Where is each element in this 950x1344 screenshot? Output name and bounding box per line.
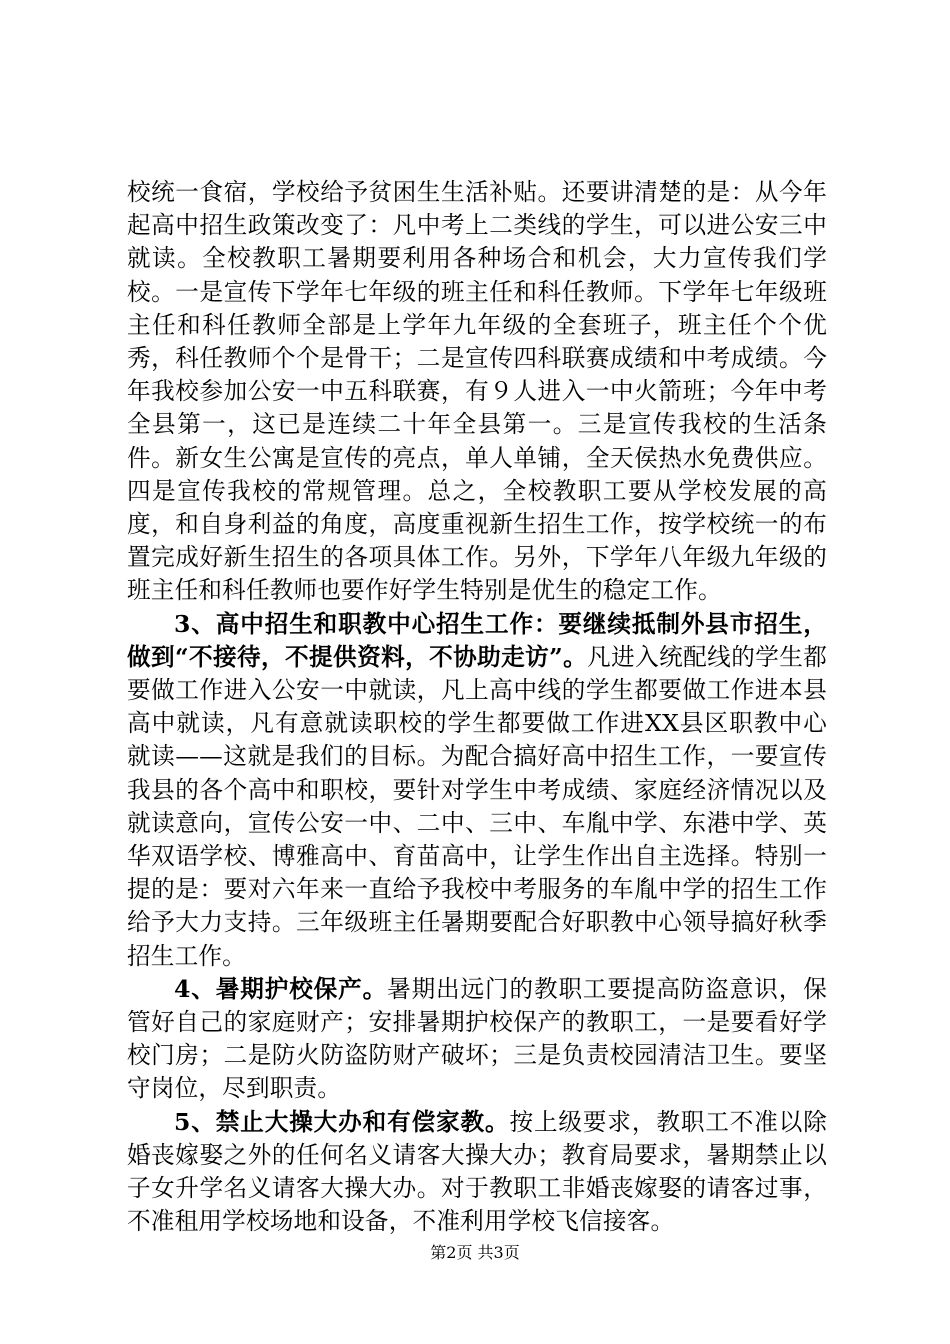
page-footer [0, 1243, 950, 1263]
paragraph-1 [127, 176, 827, 608]
paragraph-4 [127, 1106, 827, 1239]
paragraph-3-text: 暑期出远门的教职工要提高防盗意识，保管好自己的家庭财产；安排暑期护校保产的教职工，一是要看好学校门房；二是防火防盗防财产破坏；三是负责校园清洁卫生。要坚守岗位，尽到职责。 [127, 974, 827, 1103]
paragraph-1-text: 校统一食宿，学校给予贫困生生活补贴。还要讲清楚的是：从今年起高中招生政策改变了：凡中考上二类线的学生，可以进公安三中就读。全校教职工暑期要利用各种场合和机会，大力宣传我们学校。一是宣传下学年七年级的班主任和科任教师。下学年七年级班主任和科任教师全部是上学年九年级的全套班子，班主任个个优秀，科任教师个个是骨干；二是宣传四科联赛成绩和中考成绩。今年我校参加公安一中五科联赛，有９人进入一中火箭班；今年中考全县第一，这已是连续二十年全县第一。三是宣传我校的生活条件。新女生公寓是宣传的亮点，单人单铺，全天侯热水免费供应。四是宣传我校的常规管理。总之，全校教职工要从学校发展的高度，和自身利益的角度，高度重视新生招生工作，按学校统一的布置完成好新生招生的各项具体工作。另外，下学年八年级九年级的班主任和科任教师也要作好学生特别是优生的稳定工作。 [127, 178, 827, 605]
paragraph-3 [127, 973, 827, 1106]
page-number-label: 第2页 共3页 [430, 1243, 520, 1262]
paragraph-4-heading: 5、禁止大操大办和有偿家教。 [174, 1107, 510, 1136]
paragraph-4-text: 按上级要求，教职工不准以除婚丧嫁娶之外的任何名义请客大操大办；教育局要求，暑期禁止以子女升学名义请客大操大办。对于教职工非婚丧嫁娶的请客过事，不准租用学校场地和设备，不准利用学校飞信接客。 [127, 1107, 827, 1236]
paragraph-3-heading: 4、暑期护校保产。 [174, 974, 388, 1003]
document-body [127, 176, 827, 1239]
paragraph-2 [127, 608, 827, 973]
paragraph-2-heading: 3、高中招生和职教中心招生工作：要继续抵制外县市招生，做到“不接待，不提供资料，不协助走访”。 [127, 609, 827, 671]
paragraph-2-text: 凡进入统配线的学生都要做工作进入公安一中就读，凡上高中线的学生都要做工作进本县高中就读，凡有意就读职校的学生都要做工作进XX县区职教中心就读——这就是我们的目标。为配合搞好高中招生工作，一要宣传我县的各个高中和职校，要针对学生中考成绩、家庭经济情况以及就读意向，宣传公安一中、二中、三中、车胤中学、东港中学、英华双语学校、博雅高中、育苗高中，让学生作出自主选择。特别一提的是：要对六年来一直给予我校中考服务的车胤中学的招生工作给予大力支持。三年级班主任暑期要配合好职教中心领导搞好秋季招生工作。 [127, 642, 828, 970]
